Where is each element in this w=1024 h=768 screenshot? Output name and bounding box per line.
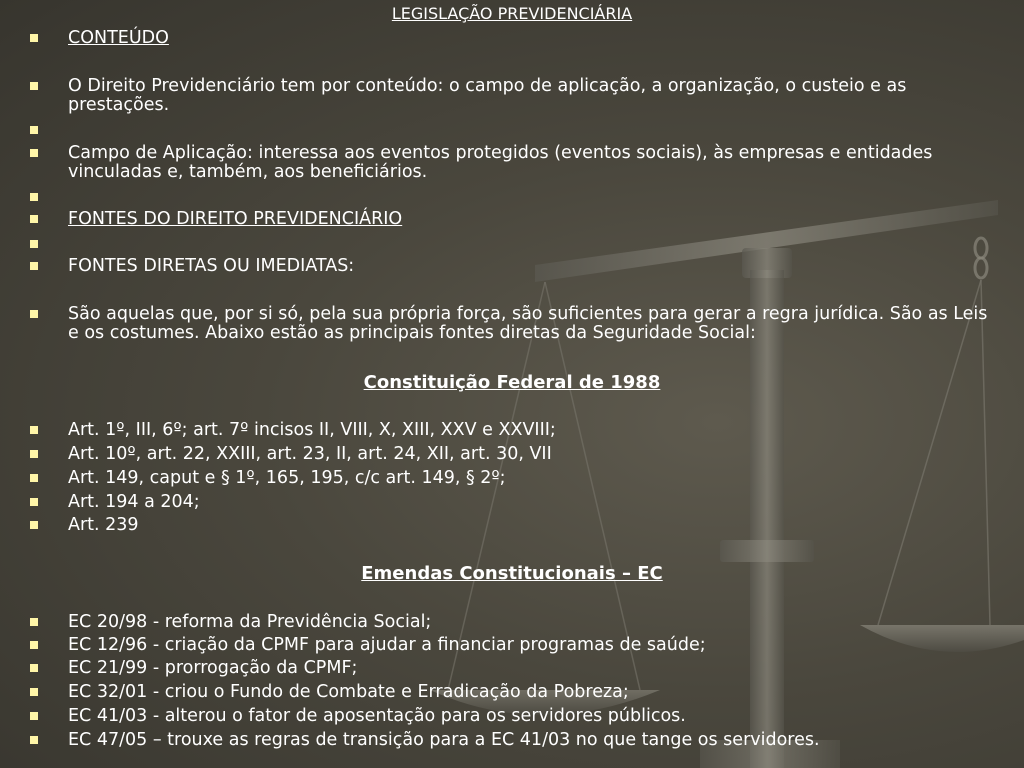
square-bullet-icon (30, 474, 38, 482)
square-bullet-icon (30, 498, 38, 506)
section-heading-constituicao: Constituição Federal de 1988 (363, 372, 661, 393)
square-bullet-icon (30, 126, 38, 134)
square-bullet-icon (30, 521, 38, 529)
square-bullet-icon (30, 215, 38, 223)
square-bullet-icon (30, 736, 38, 744)
square-bullet-icon (30, 240, 38, 248)
slide-content: LEGISLAÇÃO PREVIDENCIÁRIA CONTEÚDO O Direito Previdenciário tem por conteúdo: o campo de aplicação, a organização, o custeio e as prestações. Campo de Aplicação: interessa aos eventos protegidos (eventos sociais), às empresas e entidades vinculadas e, também, aos beneficiários. FONTES DO DIREITO PREVIDENCIÁRIO FONTES DIRETAS OU IMEDIATAS: São aquelas que, por si só, pela sua própria força, são suficientes para gerar a regra jurídica. São as Leis e os costumes. Abaixo estão as principais fontes diretas da Seguridade Social: Constituição Federal de 1988 Art. 1º, III, 6º; art. 7º incisos II, VIII, X, XIII, XXV e XXVIII; Art. 10º, art. 22, XXIII, art. 23, II, art. 24, XII, art. 30, VII Art. 149, caput e § 1º, 165, 195, c/c art. 149, § 2º; Art. 194 a 204; Art. 239 Emendas Constitucionais – EC EC 20/98 - reforma da Previdência Social; EC 12/96 - criação da CPMF para ajudar a financiar programas de saúde; EC 21/99 - prorrogação da CPMF; EC 32/01 - criou o Fundo de Combate e Erradicação da Pobreza; EC 41/03 - alterou o fator de aposentação para os servidores públicos. EC 47/05 – trouxe as regras de transição para a EC 41/03 no que tange os servidores. (0, 0, 1024, 768)
square-bullet-icon (30, 664, 38, 672)
square-bullet-icon (30, 450, 38, 458)
square-bullet-icon (30, 262, 38, 270)
slide-title: LEGISLAÇÃO PREVIDENCIÁRIA (391, 4, 633, 23)
square-bullet-icon (30, 641, 38, 649)
square-bullet-icon (30, 34, 38, 42)
square-bullet-icon (30, 82, 38, 90)
square-bullet-icon (30, 310, 38, 318)
square-bullet-icon (30, 688, 38, 696)
section-heading-emendas: Emendas Constitucionais – EC (361, 563, 663, 584)
square-bullet-icon (30, 193, 38, 201)
square-bullet-icon (30, 712, 38, 720)
square-bullet-icon (30, 618, 38, 626)
square-bullet-icon (30, 426, 38, 434)
square-bullet-icon (30, 149, 38, 157)
